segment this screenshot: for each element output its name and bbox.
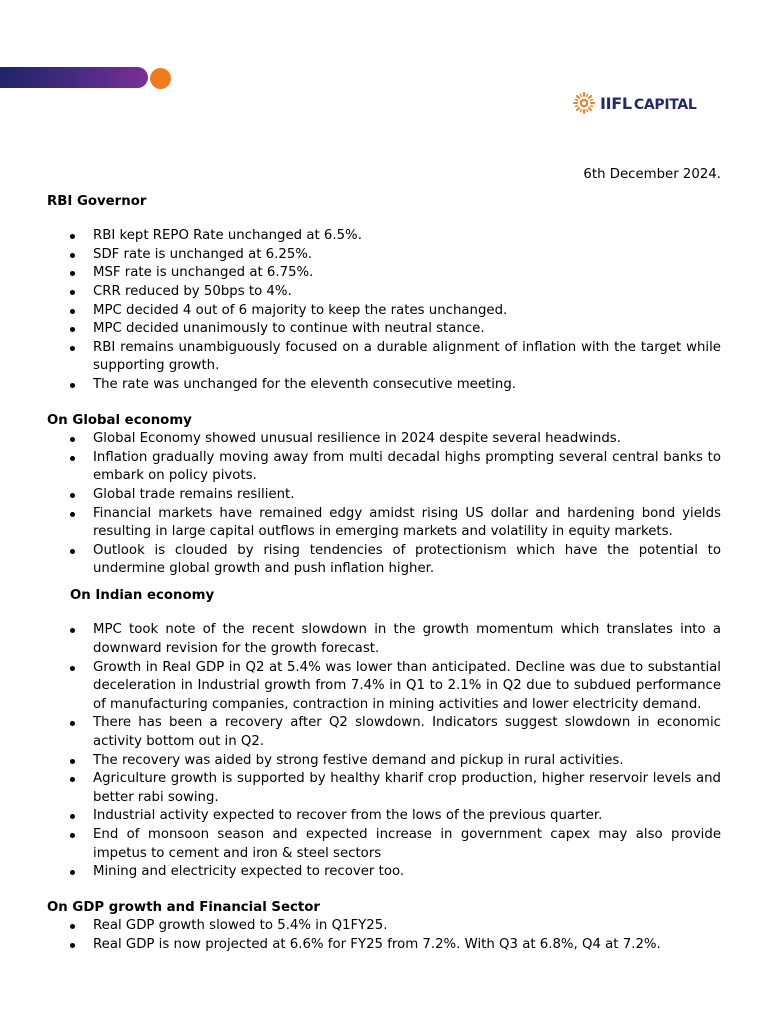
global-economy-list <box>47 430 721 579</box>
list-item: Agriculture growth is supported by healthy kharif crop production, higher reservoir levels and better rabi sowing. <box>47 770 721 807</box>
list-item: MPC took note of the recent slowdown in the growth momentum which translates into a downward revision for the growth forecast. <box>47 621 721 658</box>
section-heading-indian-economy: On Indian economy <box>70 587 215 603</box>
list-item: End of monsoon season and expected increase in government capex may also provide impetus to cement and iron & steel sectors <box>47 826 721 863</box>
list-item: Global Economy showed unusual resilience in 2024 despite several headwinds. <box>47 430 721 449</box>
list-item: RBI remains unambiguously focused on a durable alignment of inflation with the target while supporting growth. <box>47 339 721 376</box>
gdp-growth-list <box>47 917 721 954</box>
list-item: MPC decided 4 out of 6 majority to keep the rates unchanged. <box>47 302 721 321</box>
document-body <box>47 166 721 955</box>
logo-text-main: IIFL <box>600 93 632 113</box>
list-item: Global trade remains resilient. <box>47 486 721 505</box>
indian-economy-list <box>47 621 721 881</box>
section-heading-gdp-growth: On GDP growth and Financial Sector <box>47 899 320 915</box>
list-item: Mining and electricity expected to recover too. <box>47 863 721 882</box>
list-item: MSF rate is unchanged at 6.75%. <box>47 264 721 283</box>
list-item: RBI kept REPO Rate unchanged at 6.5%. <box>47 227 721 246</box>
section-heading-global-economy: On Global economy <box>47 412 192 428</box>
list-item: Outlook is clouded by rising tendencies of protectionism which have the potential to undermine global growth and push inflation higher. <box>47 542 721 579</box>
header-accent-bar <box>0 67 148 88</box>
list-item: SDF rate is unchanged at 6.25%. <box>47 246 721 265</box>
list-item: CRR reduced by 50bps to 4%. <box>47 283 721 302</box>
list-item: Real GDP is now projected at 6.6% for FY25 from 7.2%. With Q3 at 6.8%, Q4 at 7.2%. <box>47 936 721 955</box>
header-accent-dot <box>150 68 171 89</box>
list-item: Inflation gradually moving away from multi decadal highs prompting several central banks to embark on policy pivots. <box>47 449 721 486</box>
list-item: Financial markets have remained edgy amidst rising US dollar and hardening bond yields resulting in large capital outflows in emerging markets and volatility in equity markets. <box>47 505 721 542</box>
list-item: Growth in Real GDP in Q2 at 5.4% was lower than anticipated. Decline was due to substantial deceleration in Industrial growth from 7.4% in Q1 to 2.1% in Q2 due to subdued performance of manufacturing companies, contraction in mining activities and lower electricity demand. <box>47 659 721 715</box>
list-item: Real GDP growth slowed to 5.4% in Q1FY25. <box>47 917 721 936</box>
sunburst-logo-icon <box>572 91 596 115</box>
rbi-governor-list <box>47 227 721 394</box>
company-logo <box>572 90 697 116</box>
list-item: Industrial activity expected to recover from the lows of the previous quarter. <box>47 807 721 826</box>
list-item: There has been a recovery after Q2 slowdown. Indicators suggest slowdown in economic activity bottom out in Q2. <box>47 714 721 751</box>
list-item: The rate was unchanged for the eleventh consecutive meeting. <box>47 376 721 395</box>
logo-text-sub: CAPITAL <box>633 96 697 113</box>
section-heading-rbi-governor: RBI Governor <box>47 193 147 209</box>
document-date: 6th December 2024. <box>583 167 721 182</box>
list-item: MPC decided unanimously to continue with neutral stance. <box>47 320 721 339</box>
logo-wordmark <box>600 94 697 113</box>
list-item: The recovery was aided by strong festive demand and pickup in rural activities. <box>47 752 721 771</box>
